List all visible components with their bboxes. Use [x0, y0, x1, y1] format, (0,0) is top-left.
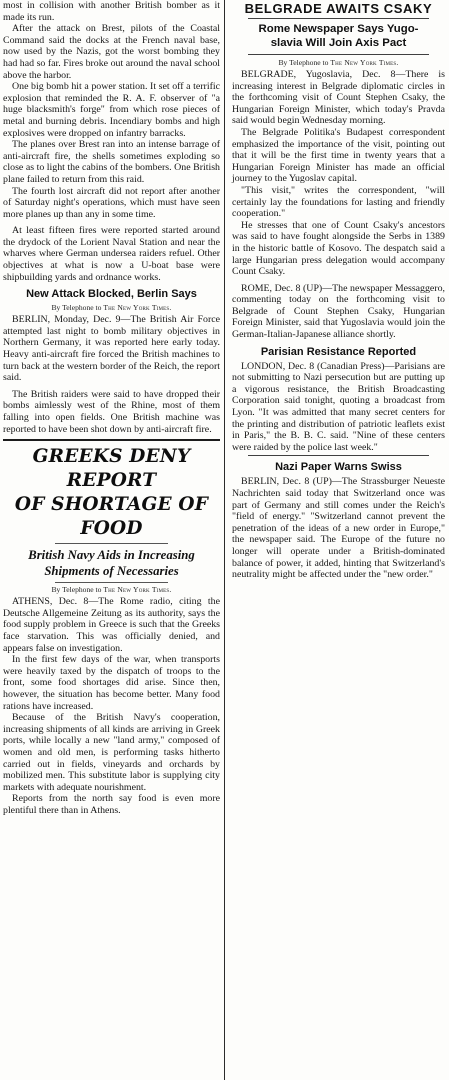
berlin-byline-prefix: By Telephone to	[51, 303, 102, 313]
berlin-byline	[3, 303, 220, 313]
berlin-byline-paper: The New York Times.	[103, 303, 172, 313]
belgrade-deck-line-1: Rome Newspaper Says Yugo-	[258, 23, 419, 35]
right-column	[229, 0, 447, 581]
belgrade-paragraph-4: He stresses that one of Count Csaky's ancestors was said to have fought alongside the Serbs in 1389 in the historic battle of Kosovo. The despatch said a large Hungarian press delegation would accompany Count Csaky.	[232, 219, 445, 278]
raid-paragraph-4: The planes over Brest ran into an intense barrage of anti-aircraft fire, the shells sometimes exploding so close as to light the cabins of the bombers. One British plane failed to return from this raid.	[3, 139, 220, 185]
belgrade-paragraph-2: The Belgrade Politika's Budapest correspondent emphasized the importance of the visit, pointing out that it will be the first time in twenty years that a Hungarian Foreign Minister has made an official journey to the Yugoslav capital.	[232, 126, 445, 185]
belgrade-byline-paper: The New York Times.	[330, 58, 399, 67]
raid-story-continuation	[3, 0, 220, 283]
deck-rule	[55, 582, 168, 583]
swiss-paragraph-1: BERLIN, Dec. 8 (UP)—The Strassburger Neueste Nachrichten said today that Switzerland once was part of Germany and still comes under the Reich's "field of energy." "Switzerland cannot prevent the penetration of the ideas of a new order in Europe," the newspaper said. The Europe of the future no longer will operate under a British-dominated balance of power, it added, hinting that Switzerland's neutrality might be affected under the "new order."	[232, 476, 445, 581]
belgrade-paragraph-3: "This visit," writes the correspondent, "will certainly lay the foundations for lasting and friendly cooperation."	[232, 184, 445, 220]
greeks-byline-prefix: By Telephone to	[51, 585, 102, 595]
raid-paragraph-6: At least fifteen fires were reported started around the drydock of the Lorient Naval Station and near the wharves where German undersea raiders refuel. Other objectives at what is now a U-boat base were shipbuilding yards and ordnance works.	[3, 225, 220, 283]
greeks-deck-line-2: Shipments of Necessaries	[44, 563, 179, 578]
raid-paragraph-2: After the attack on Brest, pilots of the Coastal Command said the docks at the French naval base, now used by the Nazis, got the worst bombing they had had so far. Fires broke out around the naval school above the harbor.	[3, 23, 220, 81]
greeks-byline-paper: The New York Times.	[103, 585, 172, 595]
greeks-headline-line-2: OF SHORTAGE OF FOOD	[14, 494, 209, 540]
belgrade-byline-prefix: By Telephone to	[278, 58, 329, 67]
berlin-paragraph-1: BERLIN, Monday, Dec. 9—The British Air Force attempted last night to bomb military objectives in Northern Germany, it was reported here early today. Heavy anti-aircraft fire forced the British machines to turn back at the western border of the Reich, the report said.	[3, 314, 220, 384]
berlin-story	[3, 288, 220, 435]
raid-paragraph-5: The fourth lost aircraft did not report after another of Saturday night's operations, which must have seen more planes up than any in some time.	[3, 185, 220, 220]
section-divider	[3, 439, 220, 441]
greeks-story	[3, 445, 220, 816]
berlin-paragraph-2: The British raiders were said to have dropped their bombs aimlessly west of the Rhine, most of them falling into open fields. One British machine was reported to have been shot down by anti-aircraft fire.	[3, 388, 220, 435]
belgrade-story	[232, 2, 445, 341]
raid-paragraph-3: One big bomb hit a power station. It set off a terrific explosion that reminded the R. A. F. observer of "a huge blacksmith's forge" from which rose pieces of metal and burning debris. Incendiary bombs and high explosives were dropped on infantry barracks.	[3, 81, 220, 139]
belgrade-paragraph-1: BELGRADE, Yugoslavia, Dec. 8—There is increasing interest in Belgrade diplomatic circles in the forthcoming visit of Count Stephen Csaky, the Hungarian Foreign Minister, which today's Pravda said would begin Wednesday morning.	[232, 69, 445, 127]
belgrade-deck-line-2: slavia Will Join Axis Pact	[270, 36, 407, 49]
swiss-headline: Nazi Paper Warns Swiss	[275, 461, 402, 474]
headline-rule	[55, 543, 168, 544]
greeks-paragraph-1: ATHENS, Dec. 8—The Rome radio, citing the Deutsche Allgemeine Zeitung as its authority, says the food supply problem in Greece is such that the Greeks face starvation. This was officially denied, and appears false on investigation.	[3, 596, 220, 654]
left-column	[1, 0, 223, 816]
raid-paragraph-1: most in collision with another British bomber as it made its run.	[3, 0, 220, 23]
parisian-headline: Parisian Resistance Reported	[260, 345, 417, 358]
berlin-headline: New Attack Blocked, Berlin Says	[26, 288, 197, 301]
belgrade-deck	[232, 23, 445, 50]
greeks-deck	[3, 548, 220, 579]
greeks-paragraph-2: In the first few days of the war, when transports were heavily taxed by the dispatch of troops to the front, some food shortages did arise. Since then, however, the situation has become better. Many food rations have increased.	[3, 654, 220, 712]
column-rule	[224, 0, 225, 1080]
belgrade-paragraph-5: ROME, Dec. 8 (UP)—The newspaper Messaggero, commenting today on the forthcoming visit to Belgrade of Count Stephen Csaky, Hungarian Foreign Minister, said that Yugoslavia would join the German-Italian-Japanese alliance shortly.	[232, 282, 445, 341]
belgrade-byline	[232, 58, 445, 68]
swiss-story	[232, 461, 445, 580]
greeks-byline	[3, 585, 220, 595]
greeks-paragraph-4: Reports from the north say food is even more plentiful there than in Athens.	[3, 793, 220, 816]
deck-rule	[248, 54, 429, 55]
belgrade-headline: BELGRADE AWAITS CSAKY	[244, 1, 433, 16]
greeks-paragraph-3: Because of the British Navy's cooperation, increasing shipments of all kinds are arriving in Greek ports, while locally a new "land army," composed of women and old men, is performing tasks hitherto carried out in fields, vineyards and orchards by mobilized men. This substitute labor is supplying city markets with adequate nourishment.	[3, 712, 220, 793]
greeks-headline-line-1: GREEKS DENY REPORT	[32, 446, 191, 492]
headline-rule	[248, 18, 429, 19]
parisian-story	[232, 346, 445, 454]
section-divider	[248, 455, 429, 456]
greeks-deck-line-1: British Navy Aids in Increasing	[28, 548, 195, 563]
parisian-paragraph-1: LONDON, Dec. 8 (Canadian Press)—Parisians are not submitting to Nazi persecution but are putting up a vigorous resistance, the British Broadcasting Corporation said tonight, quoting a broadcast from Lyon. "It was admitted that many secret centers for the printing and distribution of patriotic leaflets exist in Paris," the B. B. C. said. "Nine of these centers were raided by the police last week."	[232, 360, 445, 453]
